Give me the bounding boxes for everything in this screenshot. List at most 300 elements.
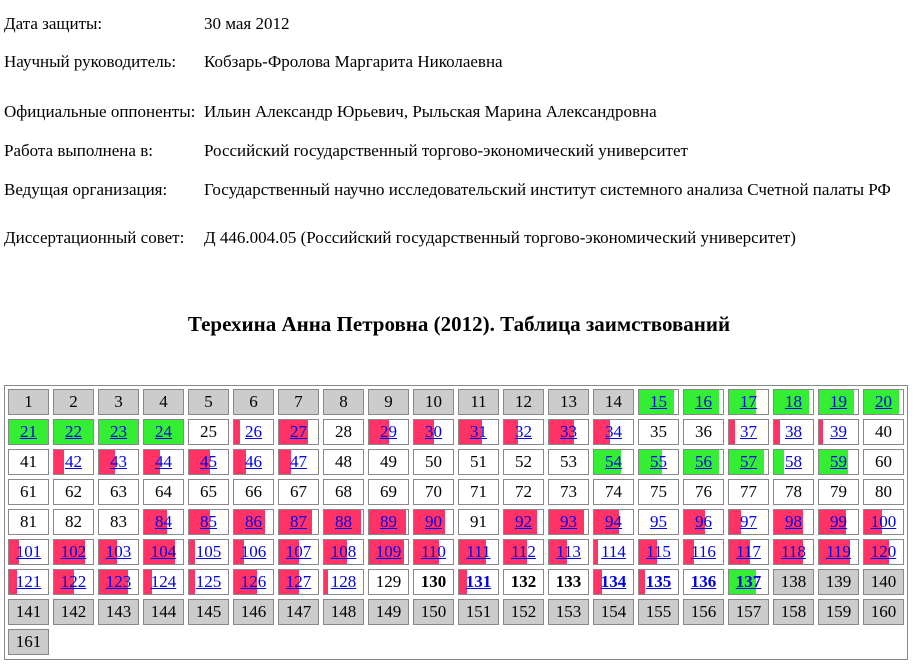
- page-cell[interactable]: [233, 569, 274, 595]
- page-cell[interactable]: [413, 419, 454, 445]
- page-cell: [593, 599, 634, 625]
- page-link[interactable]: 125: [195, 572, 222, 591]
- page-cell: [53, 599, 94, 625]
- page-number: 143: [105, 602, 132, 621]
- page-number: 7: [294, 392, 303, 411]
- page-cell: [8, 599, 49, 625]
- page-cell[interactable]: [278, 449, 319, 475]
- page-link[interactable]: 131: [465, 572, 492, 591]
- info-value: Кобзарь-Фролова Маргарита Николаевна: [204, 51, 503, 71]
- page-link[interactable]: 103: [105, 542, 132, 561]
- page-link[interactable]: 45: [200, 452, 217, 471]
- page-number: 48: [335, 452, 352, 471]
- page-link[interactable]: 126: [240, 572, 267, 591]
- page-link[interactable]: 42: [65, 452, 82, 471]
- page-link[interactable]: 89: [380, 512, 397, 531]
- page-cell[interactable]: [368, 539, 409, 565]
- page-cell[interactable]: [188, 449, 229, 475]
- page-link[interactable]: 135: [645, 572, 672, 591]
- page-link[interactable]: 112: [511, 542, 536, 561]
- borrowing-share-bar: [234, 420, 240, 444]
- page-link[interactable]: 22: [65, 422, 82, 441]
- page-link[interactable]: 122: [60, 572, 87, 591]
- page-number: 81: [20, 512, 37, 531]
- page-link[interactable]: 97: [740, 512, 757, 531]
- page-number: 129: [375, 572, 402, 591]
- page-link[interactable]: 32: [515, 422, 532, 441]
- page-link[interactable]: 93: [560, 512, 577, 531]
- page-link[interactable]: 104: [150, 542, 177, 561]
- page-link[interactable]: 21: [20, 422, 37, 441]
- page-cell[interactable]: [98, 449, 139, 475]
- page-number: 36: [695, 422, 712, 441]
- page-cell: [323, 599, 364, 625]
- page-cell[interactable]: [413, 509, 454, 535]
- page-cell[interactable]: [728, 569, 769, 595]
- page-cell[interactable]: [458, 419, 499, 445]
- page-cell: [8, 449, 49, 475]
- page-cell: [818, 479, 859, 505]
- page-number: 149: [375, 602, 402, 621]
- page-number: 152: [510, 602, 537, 621]
- page-cell[interactable]: [143, 539, 184, 565]
- page-link[interactable]: 38: [785, 422, 802, 441]
- page-cell: [818, 599, 859, 625]
- page-number: 155: [645, 602, 672, 621]
- page-cell[interactable]: [53, 539, 94, 565]
- page-link[interactable]: 134: [600, 572, 627, 591]
- page-cell[interactable]: [233, 449, 274, 475]
- page-number: 40: [875, 422, 892, 441]
- page-cell[interactable]: [818, 389, 859, 415]
- page-number: 139: [825, 572, 852, 591]
- page-number: 5: [204, 392, 213, 411]
- page-cell: [413, 479, 454, 505]
- page-cell[interactable]: [188, 509, 229, 535]
- page-cell: [278, 479, 319, 505]
- page-cell: [188, 599, 229, 625]
- page-number: 51: [470, 452, 487, 471]
- page-link[interactable]: 128: [330, 572, 357, 591]
- page-cell[interactable]: [233, 419, 274, 445]
- page-cell[interactable]: [143, 419, 184, 445]
- info-value: Д 446.004.05 (Российский государственный торгово-экономический университет): [204, 227, 796, 247]
- page-link[interactable]: 20: [875, 392, 892, 411]
- page-cell[interactable]: [368, 509, 409, 535]
- page-cell[interactable]: [323, 539, 364, 565]
- page-link[interactable]: 119: [826, 542, 851, 561]
- info-label: Диссертационный совет:: [4, 227, 185, 247]
- page-cell: [593, 389, 634, 415]
- page-link[interactable]: 137: [735, 572, 762, 591]
- page-cell[interactable]: [503, 539, 544, 565]
- page-cell: [638, 479, 679, 505]
- page-link[interactable]: 109: [375, 542, 402, 561]
- page-cell: [548, 599, 589, 625]
- page-number: 132: [510, 572, 537, 591]
- page-cell: [503, 569, 544, 595]
- page-number: 72: [515, 482, 532, 501]
- page-cell[interactable]: [638, 539, 679, 565]
- page-number: 73: [560, 482, 577, 501]
- borrowing-share-bar: [774, 450, 784, 474]
- page-cell[interactable]: [188, 539, 229, 565]
- page-link[interactable]: 30: [425, 422, 442, 441]
- page-title: Терехина Анна Петровна (2012). Таблица заимствований: [187, 312, 731, 336]
- page-number: 53: [560, 452, 577, 471]
- page-link[interactable]: 100: [870, 512, 897, 531]
- page-number: 159: [825, 602, 852, 621]
- info-label: Работа выполнена в:: [4, 140, 153, 160]
- page-cell[interactable]: [98, 419, 139, 445]
- info-row-supervisor: [4, 36, 891, 86]
- page-cell[interactable]: [98, 539, 139, 565]
- page-cell[interactable]: [413, 539, 454, 565]
- page-cell[interactable]: [323, 509, 364, 535]
- page-number: 83: [110, 512, 127, 531]
- page-cell: [548, 389, 589, 415]
- page-number: 79: [830, 482, 847, 501]
- page-number: 133: [555, 572, 582, 591]
- page-link[interactable]: 96: [695, 512, 712, 531]
- page-number: 78: [785, 482, 802, 501]
- page-cell: [773, 569, 814, 595]
- page-cell[interactable]: [548, 419, 589, 445]
- page-cell: [863, 449, 904, 475]
- page-number: 82: [65, 512, 82, 531]
- page-link[interactable]: 98: [785, 512, 802, 531]
- page-number: 71: [470, 482, 487, 501]
- page-link[interactable]: 24: [155, 422, 172, 441]
- page-cell[interactable]: [278, 419, 319, 445]
- page-cell[interactable]: [278, 569, 319, 595]
- borrowing-share-bar: [729, 510, 741, 534]
- info-value: Ильин Александр Юрьевич, Рыльская Марина Александровна: [204, 101, 657, 121]
- page-link[interactable]: 55: [650, 452, 667, 471]
- page-link[interactable]: 108: [330, 542, 357, 561]
- page-link[interactable]: 56: [695, 452, 712, 471]
- borrowing-share-bar: [189, 570, 195, 594]
- page-link[interactable]: 105: [195, 542, 222, 561]
- page-cell[interactable]: [863, 509, 904, 535]
- page-cell: [368, 479, 409, 505]
- info-label: Ведущая организация:: [4, 179, 168, 199]
- page-cell[interactable]: [503, 509, 544, 535]
- page-link[interactable]: 116: [691, 542, 716, 561]
- page-link[interactable]: 107: [285, 542, 312, 561]
- page-cell[interactable]: [548, 539, 589, 565]
- page-number: 76: [695, 482, 712, 501]
- page-link[interactable]: 110: [421, 542, 446, 561]
- page-cell: [593, 479, 634, 505]
- page-cell[interactable]: [728, 509, 769, 535]
- page-number: 49: [380, 452, 397, 471]
- page-cell: [188, 479, 229, 505]
- borrowing-share-bar: [594, 540, 598, 564]
- page-link[interactable]: 136: [690, 572, 717, 591]
- page-cell[interactable]: [638, 389, 679, 415]
- page-link[interactable]: 124: [150, 572, 177, 591]
- info-value: Российский государственный торгово-экономический университет: [204, 140, 688, 160]
- page-cell: [503, 449, 544, 475]
- page-cell: [323, 389, 364, 415]
- page-cell[interactable]: [773, 389, 814, 415]
- page-cell[interactable]: [593, 449, 634, 475]
- page-cell: [818, 569, 859, 595]
- page-cell: [233, 389, 274, 415]
- page-link[interactable]: 27: [290, 422, 307, 441]
- page-number: 62: [65, 482, 82, 501]
- page-cell[interactable]: [638, 449, 679, 475]
- page-number: 142: [60, 602, 87, 621]
- page-link[interactable]: 34: [605, 422, 622, 441]
- page-cell[interactable]: [458, 569, 499, 595]
- page-link[interactable]: 39: [830, 422, 847, 441]
- page-number: 158: [780, 602, 807, 621]
- page-number: 146: [240, 602, 267, 621]
- page-link[interactable]: 47: [290, 452, 307, 471]
- borrowing-share-bar: [279, 450, 291, 474]
- page-number: 4: [159, 392, 168, 411]
- page-number: 74: [605, 482, 622, 501]
- page-link[interactable]: 33: [560, 422, 577, 441]
- page-cell: [323, 479, 364, 505]
- info-value: Государственный научно исследовательский институт системного анализа Счетной палаты РФ: [204, 179, 891, 199]
- page-number: 11: [470, 392, 487, 411]
- page-number: 61: [20, 482, 37, 501]
- page-cell[interactable]: [323, 569, 364, 595]
- page-number: 68: [335, 482, 352, 501]
- page-cell: [98, 599, 139, 625]
- page-cell[interactable]: [98, 569, 139, 595]
- page-cell[interactable]: [818, 419, 859, 445]
- page-cell: [458, 389, 499, 415]
- page-cell: [278, 389, 319, 415]
- page-cell: [368, 449, 409, 475]
- page-cell[interactable]: [368, 419, 409, 445]
- page-cell[interactable]: [8, 419, 49, 445]
- page-cell[interactable]: [458, 539, 499, 565]
- page-number: 65: [200, 482, 217, 501]
- page-cell[interactable]: [638, 509, 679, 535]
- page-link[interactable]: 127: [285, 572, 312, 591]
- page-number: 69: [380, 482, 397, 501]
- page-cell[interactable]: [593, 509, 634, 535]
- page-number: 150: [420, 602, 447, 621]
- page-cell: [773, 479, 814, 505]
- page-cell: [683, 599, 724, 625]
- page-link[interactable]: 95: [650, 512, 667, 531]
- page-number: 67: [290, 482, 307, 501]
- page-link[interactable]: 44: [155, 452, 172, 471]
- page-cell[interactable]: [818, 449, 859, 475]
- page-cell: [143, 389, 184, 415]
- page-number: 1: [24, 392, 33, 411]
- page-cell[interactable]: [683, 539, 724, 565]
- page-link[interactable]: 26: [245, 422, 262, 441]
- page-cell: [413, 569, 454, 595]
- page-cell: [548, 479, 589, 505]
- page-link[interactable]: 88: [335, 512, 352, 531]
- page-cell[interactable]: [863, 539, 904, 565]
- page-cell[interactable]: [683, 509, 724, 535]
- page-cell: [458, 509, 499, 535]
- page-link[interactable]: 101: [15, 542, 42, 561]
- page-cell[interactable]: [863, 389, 904, 415]
- page-number: 91: [470, 512, 487, 531]
- page-cell[interactable]: [773, 539, 814, 565]
- page-number: 70: [425, 482, 442, 501]
- info-value: 30 мая 2012: [204, 13, 290, 33]
- page-number: 154: [600, 602, 627, 621]
- page-cell[interactable]: [53, 419, 94, 445]
- page-number: 147: [285, 602, 312, 621]
- page-link[interactable]: 16: [695, 392, 712, 411]
- info-label: Научный руководитель:: [4, 51, 177, 71]
- page-cell: [548, 449, 589, 475]
- page-cell: [53, 509, 94, 535]
- page-cell: [368, 569, 409, 595]
- page-link[interactable]: 117: [736, 542, 761, 561]
- page-link[interactable]: 92: [515, 512, 532, 531]
- page-cell[interactable]: [773, 449, 814, 475]
- page-link[interactable]: 46: [245, 452, 262, 471]
- page-number: 25: [200, 422, 217, 441]
- page-cell[interactable]: [773, 419, 814, 445]
- page-cell: [233, 599, 274, 625]
- page-cell[interactable]: [728, 419, 769, 445]
- borrowing-share-bar: [234, 450, 246, 474]
- page-number: 12: [515, 392, 532, 411]
- borrowing-share-bar: [819, 420, 823, 444]
- page-link[interactable]: 118: [781, 542, 806, 561]
- page-link[interactable]: 85: [200, 512, 217, 531]
- page-number: 60: [875, 452, 892, 471]
- page-cell[interactable]: [233, 539, 274, 565]
- page-link[interactable]: 57: [740, 452, 757, 471]
- page-cell[interactable]: [143, 569, 184, 595]
- page-cell: [863, 599, 904, 625]
- page-cell: [8, 509, 49, 535]
- page-link[interactable]: 115: [646, 542, 671, 561]
- page-cell[interactable]: [188, 569, 229, 595]
- borrowing-share-bar: [324, 570, 328, 594]
- page-cell[interactable]: [728, 449, 769, 475]
- info-row-leading-org: [4, 164, 891, 214]
- page-number: 160: [870, 602, 897, 621]
- info-label: Дата защиты:: [4, 13, 103, 33]
- page-cell[interactable]: [53, 449, 94, 475]
- page-cell[interactable]: [278, 539, 319, 565]
- page-cell: [413, 599, 454, 625]
- page-cell: [53, 479, 94, 505]
- page-cell[interactable]: [773, 509, 814, 535]
- page-link[interactable]: 19: [830, 392, 847, 411]
- page-link[interactable]: 121: [15, 572, 42, 591]
- page-cell: [683, 479, 724, 505]
- page-number: 148: [330, 602, 357, 621]
- page-number: 13: [560, 392, 577, 411]
- page-link[interactable]: 17: [740, 392, 757, 411]
- page-link[interactable]: 120: [870, 542, 897, 561]
- page-link[interactable]: 113: [556, 542, 581, 561]
- page-link[interactable]: 23: [110, 422, 127, 441]
- page-cell[interactable]: [638, 569, 679, 595]
- page-cell[interactable]: [593, 569, 634, 595]
- page-cell[interactable]: [233, 509, 274, 535]
- page-link[interactable]: 54: [605, 452, 622, 471]
- page-cell[interactable]: [278, 509, 319, 535]
- page-link[interactable]: 94: [605, 512, 622, 531]
- page-link[interactable]: 86: [245, 512, 262, 531]
- page-link[interactable]: 84: [155, 512, 172, 531]
- page-link[interactable]: 29: [380, 422, 397, 441]
- page-cell[interactable]: [683, 449, 724, 475]
- page-number: 77: [740, 482, 757, 501]
- page-cell[interactable]: [8, 569, 49, 595]
- page-cell: [728, 599, 769, 625]
- borrowing-share-bar: [729, 420, 735, 444]
- page-link[interactable]: 43: [110, 452, 127, 471]
- page-cell[interactable]: [683, 569, 724, 595]
- page-cell: [188, 419, 229, 445]
- page-number: 50: [425, 452, 442, 471]
- page-cell[interactable]: [143, 449, 184, 475]
- page-cell[interactable]: [53, 569, 94, 595]
- page-number: 151: [465, 602, 492, 621]
- page-cell[interactable]: [683, 389, 724, 415]
- page-link[interactable]: 37: [740, 422, 757, 441]
- page-link[interactable]: 111: [466, 542, 491, 561]
- page-cell[interactable]: [593, 539, 634, 565]
- page-cell[interactable]: [143, 509, 184, 535]
- page-link[interactable]: 123: [105, 572, 132, 591]
- page-cell[interactable]: [728, 389, 769, 415]
- info-row-opponents: [4, 86, 891, 136]
- page-link[interactable]: 31: [470, 422, 487, 441]
- page-link[interactable]: 15: [650, 392, 667, 411]
- page-link[interactable]: 99: [830, 512, 847, 531]
- page-link[interactable]: 114: [601, 542, 626, 561]
- page-link[interactable]: 106: [240, 542, 267, 561]
- page-cell[interactable]: [548, 509, 589, 535]
- page-cell[interactable]: [8, 539, 49, 565]
- page-number: 75: [650, 482, 667, 501]
- page-link[interactable]: 102: [60, 542, 87, 561]
- page-number: 52: [515, 452, 532, 471]
- page-cell[interactable]: [818, 509, 859, 535]
- page-link[interactable]: 59: [830, 452, 847, 471]
- page-number: 3: [114, 392, 123, 411]
- page-number: 9: [384, 392, 393, 411]
- borrowing-share-bar: [189, 540, 195, 564]
- page-link[interactable]: 87: [290, 512, 307, 531]
- page-cell: [863, 419, 904, 445]
- page-link[interactable]: 18: [785, 392, 802, 411]
- page-link[interactable]: 58: [785, 452, 802, 471]
- page-cell: [53, 389, 94, 415]
- page-cell: [503, 389, 544, 415]
- page-number: 2: [69, 392, 78, 411]
- page-cell: [728, 479, 769, 505]
- page-cell[interactable]: [503, 419, 544, 445]
- page-cell[interactable]: [728, 539, 769, 565]
- page-link[interactable]: 90: [425, 512, 442, 531]
- page-cell: [278, 599, 319, 625]
- page-cell[interactable]: [593, 419, 634, 445]
- page-cell: [323, 449, 364, 475]
- page-cell[interactable]: [818, 539, 859, 565]
